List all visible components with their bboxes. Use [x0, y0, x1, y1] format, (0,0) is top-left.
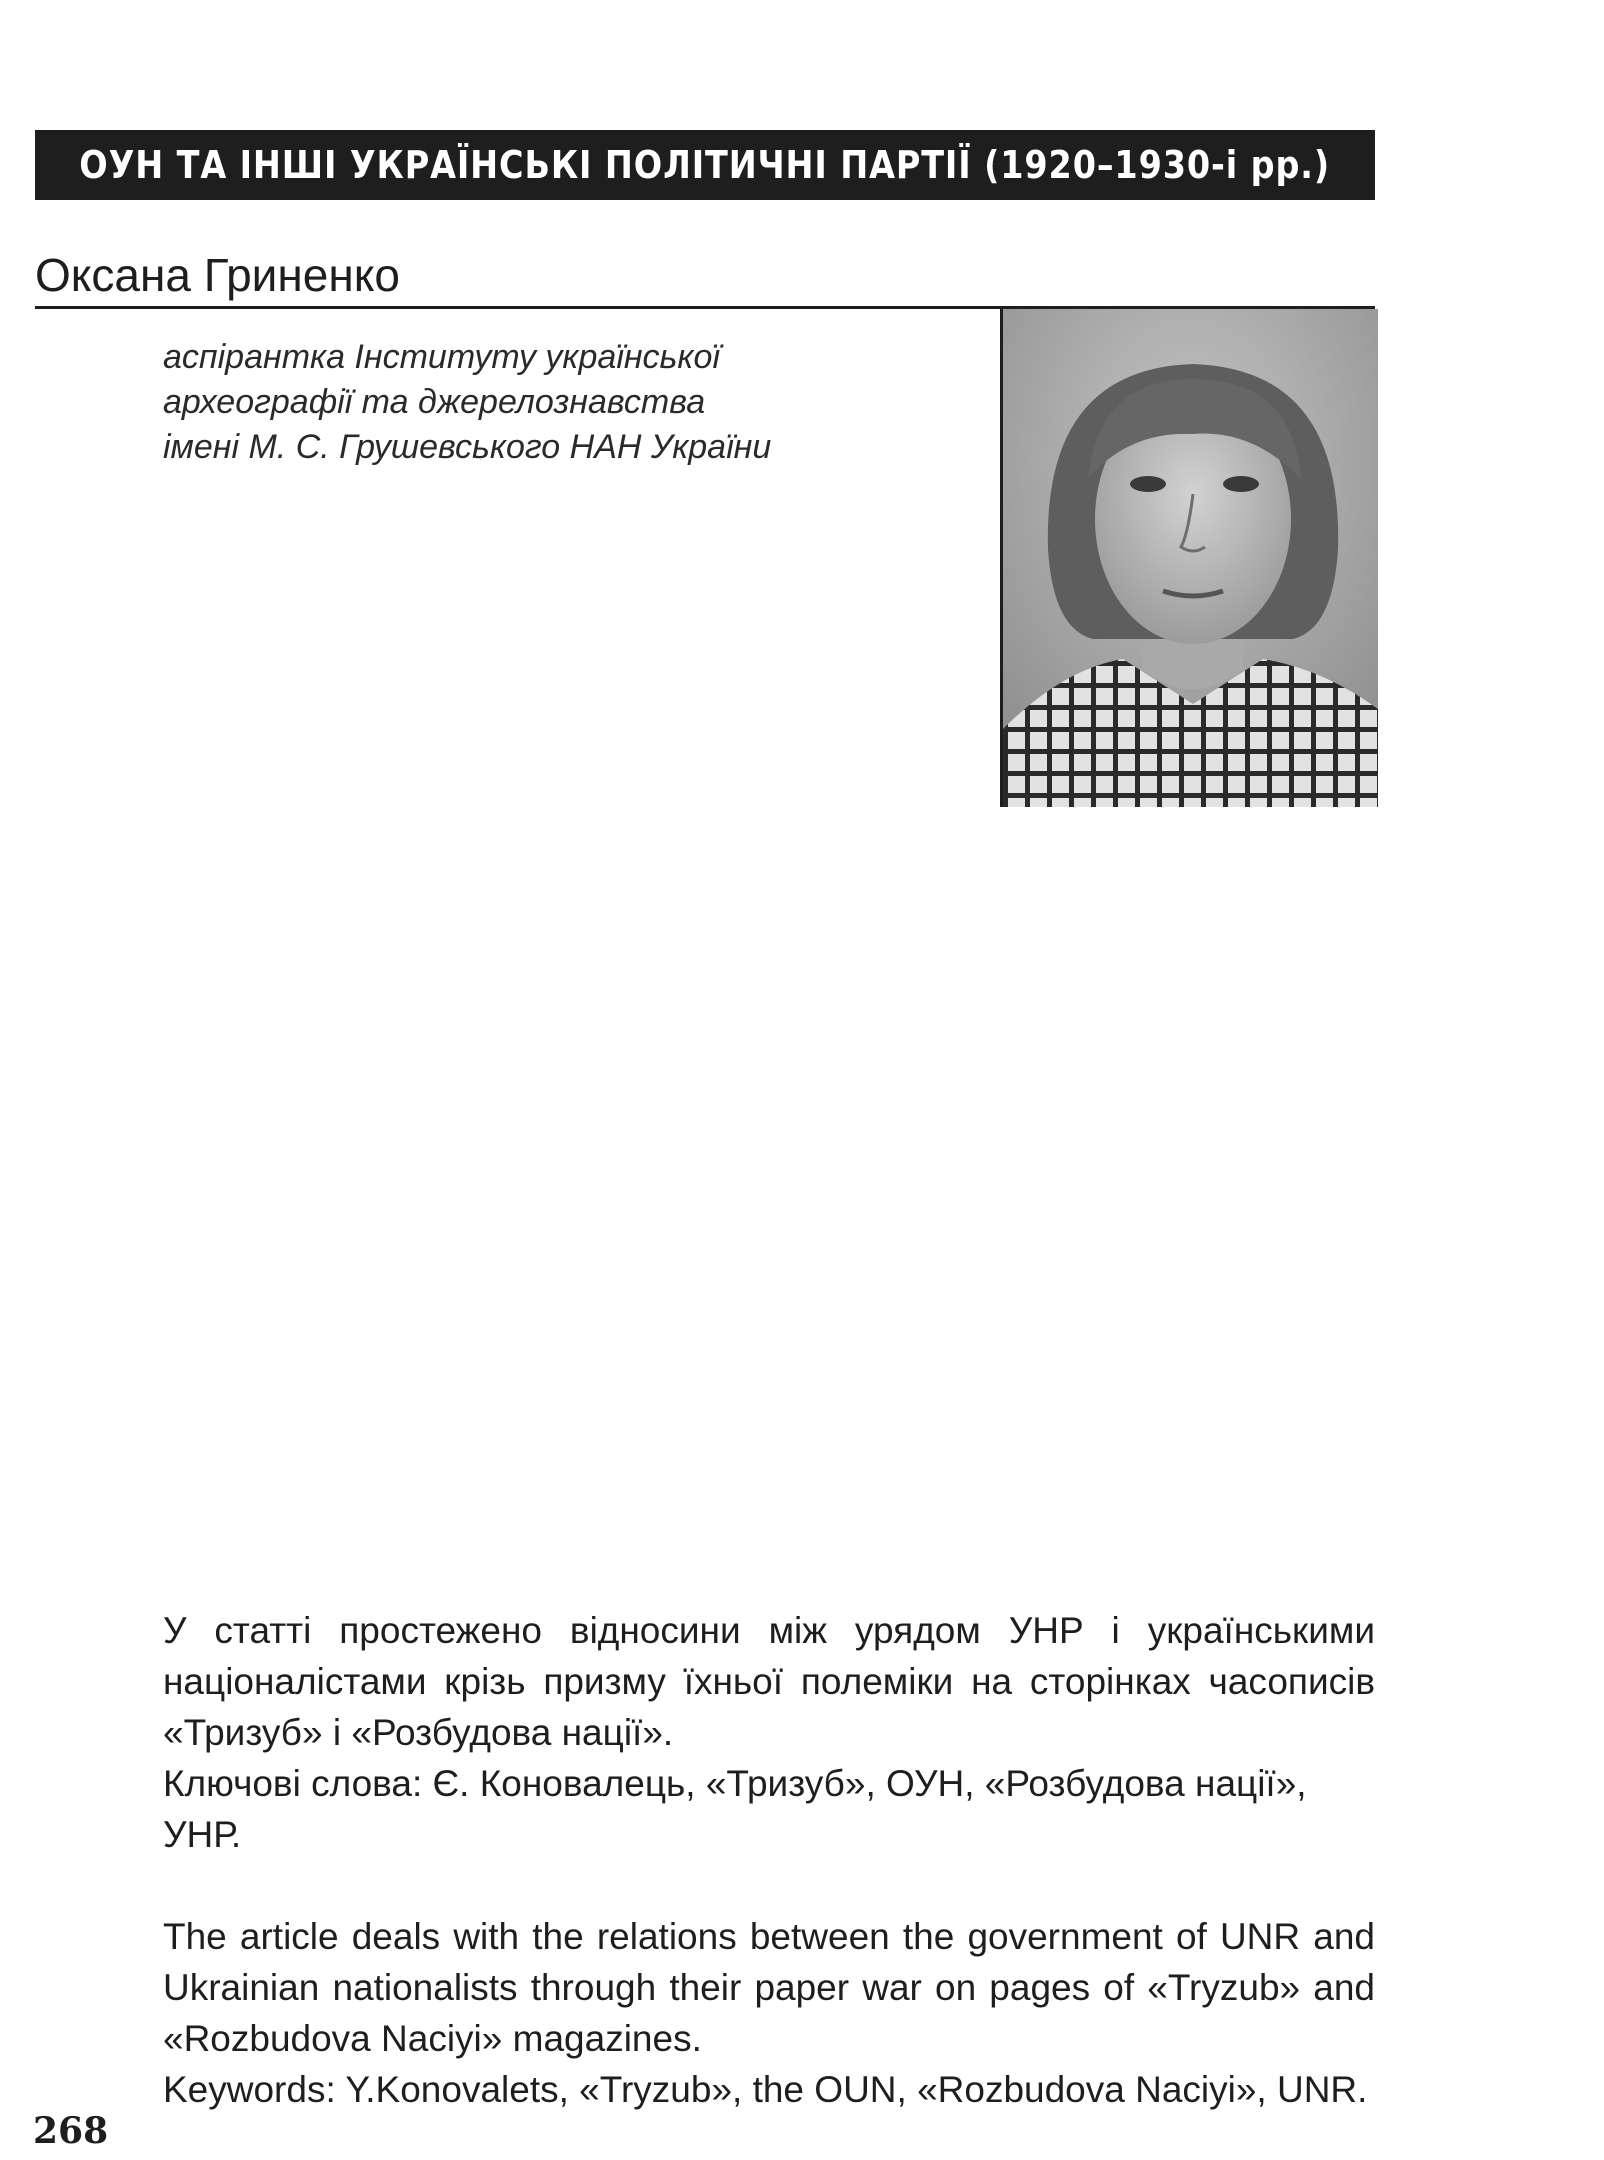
paragraph-gap: [163, 1860, 1375, 1911]
author-portrait-icon: [1003, 309, 1378, 807]
keywords-en: Keywords: Y.Konovalets, «Tryzub», the OUN, «Rozbudova Naciyi», UNR.: [163, 2069, 1368, 2110]
keywords-ua: Ключові слова: Є. Коновалець, «Тризуб», ОУН, «Розбудова нації», УНР.: [163, 1763, 1307, 1855]
affiliation-line: аспірантка Інституту української: [163, 338, 720, 376]
abstract-block: [163, 1605, 1375, 2115]
abstract-ua: У статті простежено відносини між урядом УНР і українськими націоналістами крізь призму їхньої полеміки на сторінках часописів «Тризуб» і «Розбудова нації».: [163, 1610, 1375, 1753]
section-title: ОУН ТА ІНШІ УКРАЇНСЬКІ ПОЛІТИЧНІ ПАРТІЇ (1920–1930-і рр.): [79, 143, 1331, 187]
author-name: Оксана Гриненко: [35, 249, 400, 301]
page-number: 268: [33, 2110, 109, 2152]
affiliation-line: імені М. С. Грушевського НАН України: [163, 428, 772, 466]
abstract-en: The article deals with the relations between the government of UNR and Ukrainian nationalists through their paper war on pages of «Tryzub» and «Rozbudova Naciyi» magazines.: [163, 1916, 1375, 2059]
author-affiliation: [163, 335, 963, 470]
section-header: [35, 130, 1375, 200]
affiliation-line: археографії та джерелознавства: [163, 383, 706, 421]
author-photo: [1000, 309, 1378, 807]
